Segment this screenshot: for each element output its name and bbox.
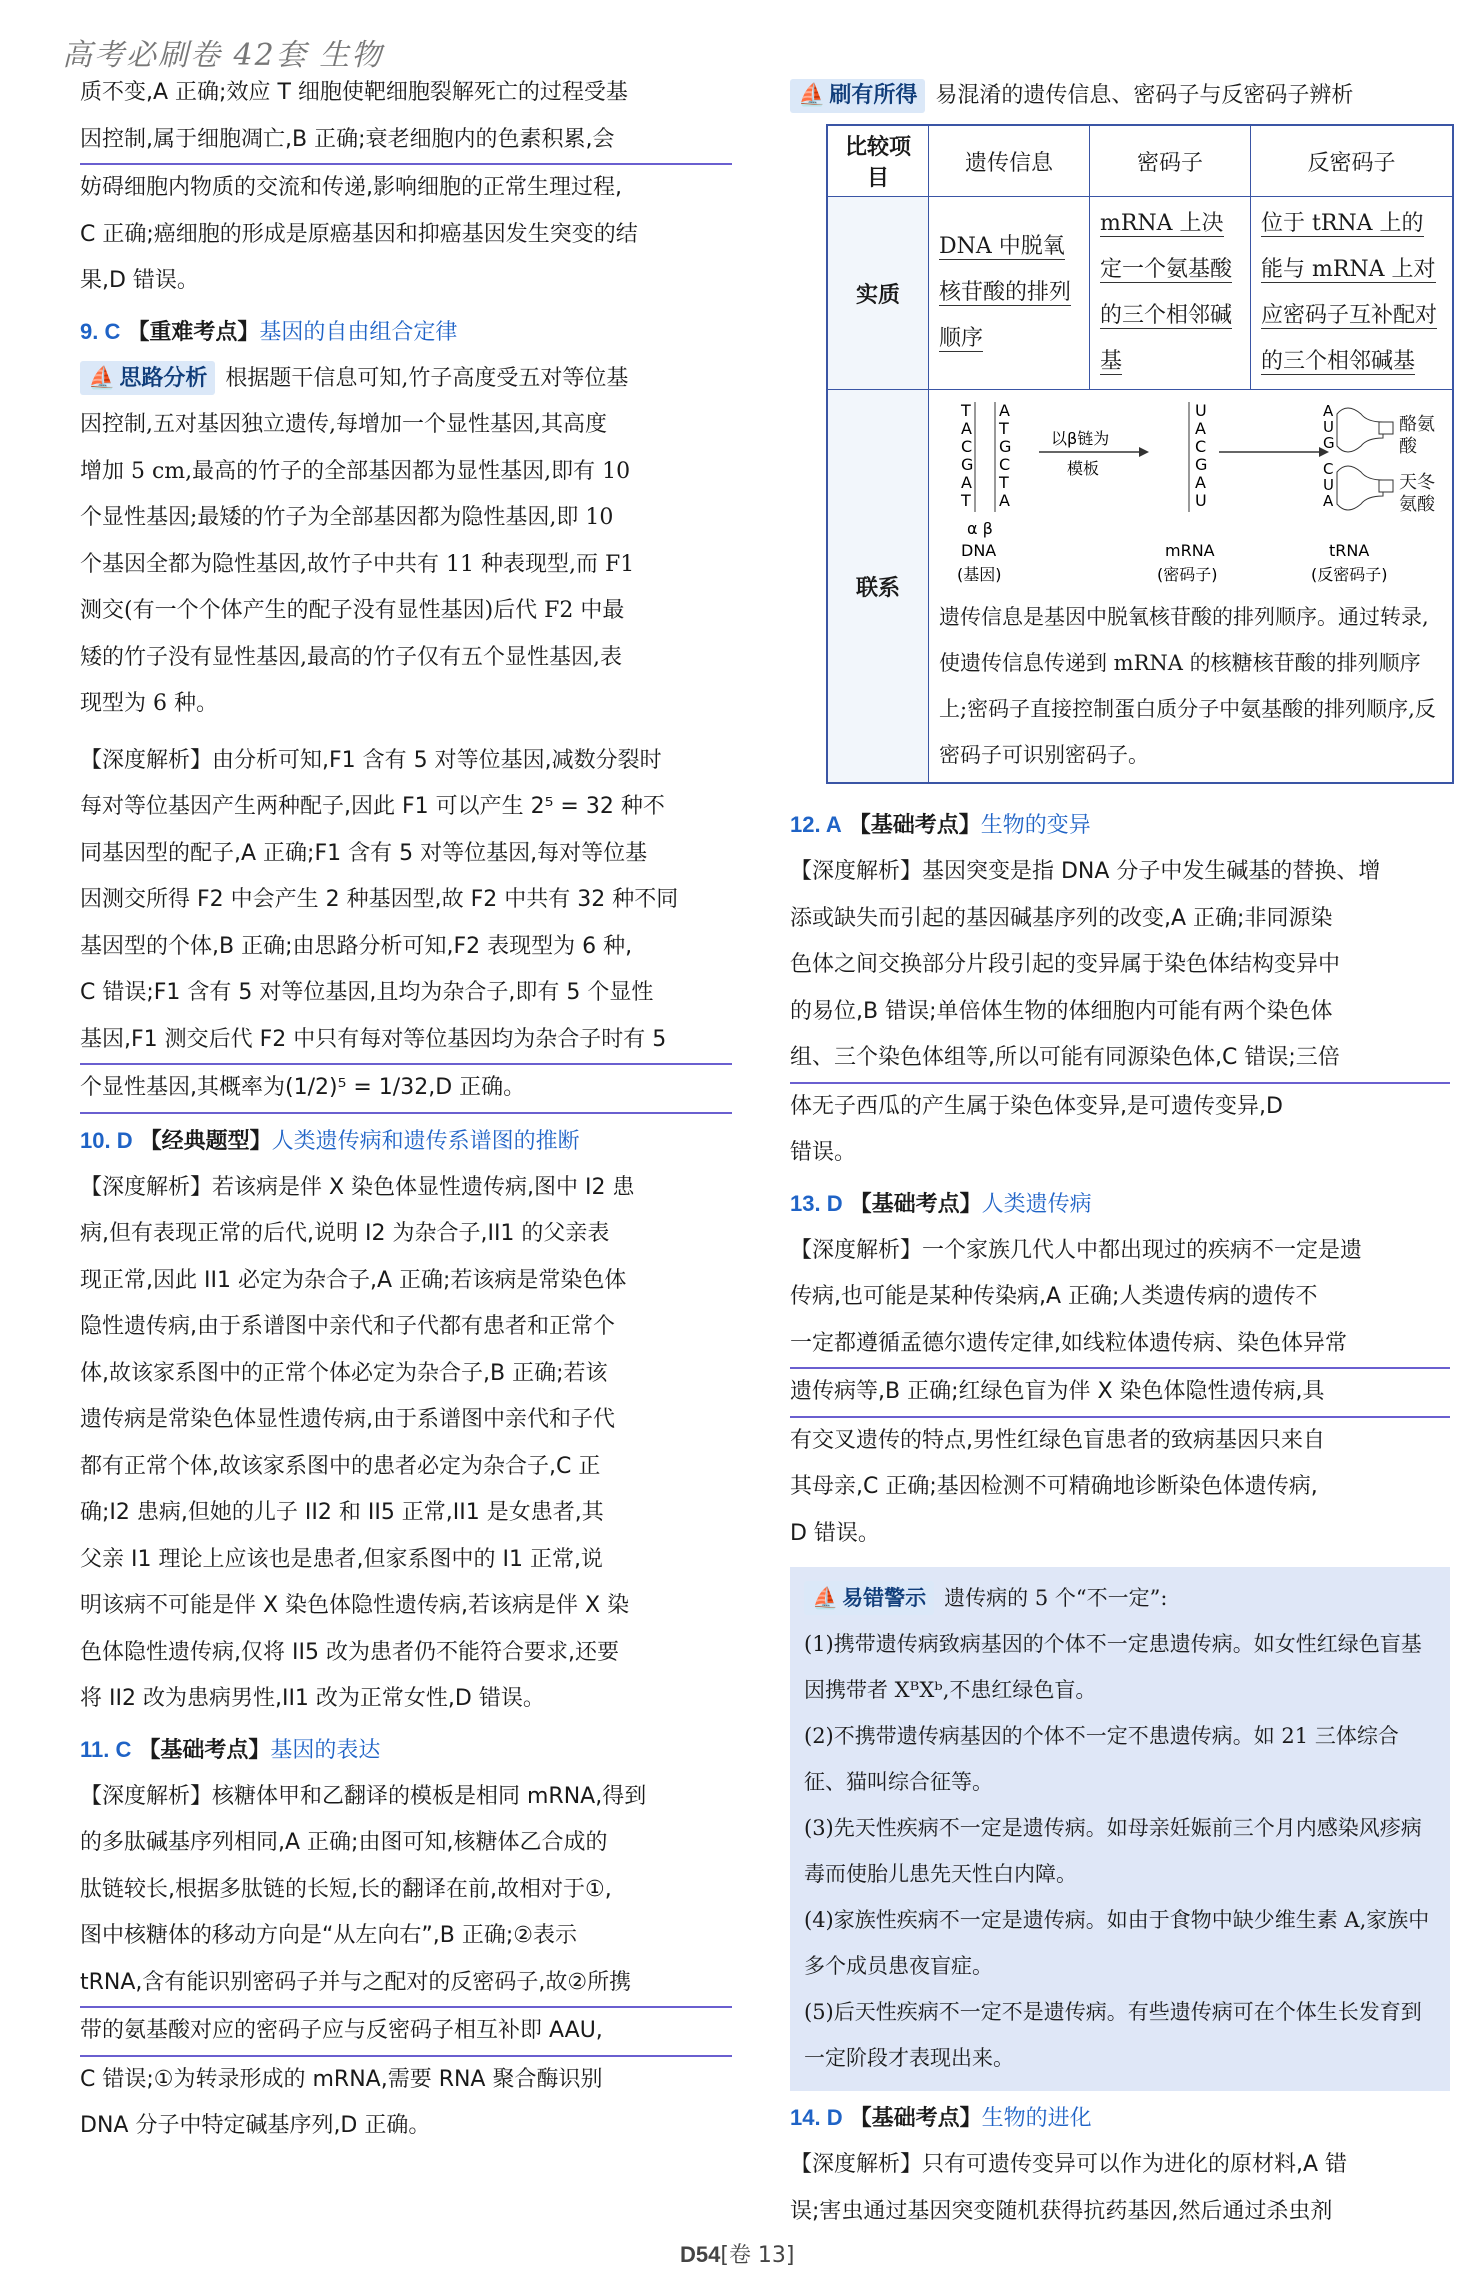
dna-sub-label: (基因): [957, 565, 1002, 584]
text-line: 父亲 I1 理论上应该也是患者,但家系图中的 I1 正常,说: [80, 1546, 603, 1572]
text-line: DNA 分子中特定碱基序列,D 正确。: [80, 2113, 431, 2138]
text-line: 隐性遗传病,由于系谱图中亲代和子代都有患者和正常个: [80, 1314, 615, 1339]
mrna-base: C: [1195, 437, 1207, 456]
text-line: 的多肽碱基序列相同,A 正确;由图可知,核糖体乙合成的: [80, 1830, 608, 1855]
text-line: 根据题干信息可知,竹子高度受五对等位基: [225, 365, 629, 391]
trna-2-base: U: [1323, 476, 1334, 494]
question-number: 9. C: [80, 318, 121, 344]
text-line: 将 II2 改为患病男性,II1 改为正常女性,D 错误。: [80, 1686, 545, 1711]
question-tag: 【经典题型】: [139, 1128, 272, 1154]
text-line: tRNA,含有能识别密码子并与之配对的反密码子,故②所携: [80, 1960, 732, 2009]
text-line: 体无子西瓜的产生属于染色体变异,是可遗传变异,D: [790, 1093, 1283, 1119]
mrna-sub-label: (密码子): [1157, 565, 1218, 584]
table-header: 密码子: [1090, 125, 1251, 197]
question-topic: 生物的进化: [981, 2106, 1092, 2131]
text-line: 添或缺失而引起的基因碱基序列的改变,A 正确;非同源染: [790, 905, 1333, 931]
text-line: 现型为 6 种。: [80, 691, 218, 716]
mrna-base: A: [1195, 419, 1206, 438]
dna-label: DNA: [961, 541, 997, 560]
warning-item: (1)携带遗传病致病基因的个体不一定患遗传病。如女性红绿色盲基因携带者 XᴮXᵇ,不患红绿色盲。: [804, 1632, 1422, 1702]
text-line: 每对等位基因产生两种配子,因此 F1 可以产生 2⁵ = 32 种不: [80, 794, 665, 819]
text-line: 【深度解析】核糖体甲和乙翻译的模板是相同 mRNA,得到: [80, 1783, 647, 1809]
question-header: [790, 1181, 1450, 1228]
question-number: 12. A: [790, 812, 842, 837]
text-line: 个显性基因;最矮的竹子为全部基因都为隐性基因,即 10: [80, 505, 614, 530]
aa-2-box: [1379, 480, 1393, 492]
question-header: [80, 1727, 732, 1774]
table-row: [827, 197, 1453, 390]
question-13: [790, 1181, 1450, 1558]
question-topic: 生物的变异: [980, 813, 1091, 838]
mrna-base: G: [1195, 455, 1208, 474]
text-line: 遗传病等,B 正确;红绿色盲为伴 X 染色体隐性遗传病,具: [790, 1369, 1450, 1418]
sail-icon: ⛵: [812, 1585, 839, 1610]
text-line: 色体隐性遗传病,仅将 II5 改为患者仍不能符合要求,还要: [80, 1639, 619, 1665]
text-line: 个显性基因,其概率为(1/2)⁵ = 1/32,D 正确。: [80, 1065, 732, 1114]
question-header: [790, 802, 1450, 849]
text-line: 肽链较长,根据多肽链的长短,长的翻译在前,故相对于①,: [80, 1876, 612, 1902]
text-line: 其母亲,C 正确;基因检测不可精确地诊断染色体遗传病,: [790, 1474, 1318, 1499]
text-line: 因测交所得 F2 中会产生 2 种基因型,故 F2 中共有 32 种不同: [80, 887, 679, 912]
row-label: 联系: [827, 390, 929, 784]
mrna-base: A: [1195, 473, 1206, 492]
beta-base: A: [999, 401, 1010, 420]
warning-title: 遗传病的 5 个“不一定”:: [944, 1586, 1168, 1610]
text-line: 因控制,属于细胞凋亡,B 正确;衰老细胞内的色素积累,会: [80, 117, 732, 166]
transcription-diagram: [939, 394, 1442, 594]
question-topic: 基因的表达: [270, 1737, 381, 1763]
text-line: 错误。: [790, 1140, 857, 1165]
question-topic: 人类遗传病和遗传系谱图的推断: [271, 1128, 580, 1154]
question-10: [80, 1118, 732, 1723]
arrow-label-1: 以β链为: [1051, 429, 1110, 448]
table-header: 比较项目: [827, 125, 929, 197]
aa-1-box: [1379, 422, 1393, 434]
text-line: 色体之间交换部分片段引起的变异属于染色体结构变异中: [790, 952, 1341, 977]
trna-sub-label: (反密码子): [1311, 565, 1388, 584]
text-line: 带的氨基酸对应的密码子应与反密码子相互补即 AAU,: [80, 2008, 732, 2057]
question-tag: 【基础考点】: [138, 1737, 271, 1763]
amino-acid-2: 天冬氨酸: [1399, 472, 1435, 515]
text-line: 基因型的个体,B 正确;由思路分析可知,F2 表现型为 6 种,: [80, 933, 633, 959]
text-line: C 错误;F1 含有 5 对等位基因,且均为杂合子,即有 5 个显性: [80, 980, 654, 1005]
text-line: 【深度解析】由分析可知,F1 含有 5 对等位基因,减数分裂时: [80, 747, 662, 773]
alpha-base: A: [961, 473, 972, 492]
warning-item: (4)家族性疾病不一定是遗传病。如由于食物中缺少维生素 A,家族中多个成员患夜盲症。: [804, 1908, 1430, 1978]
question-tag: 【基础考点】: [848, 813, 981, 838]
table-cell: 位于 tRNA 上的能与 mRNA 上对应密码子互补配对的三个相邻碱基: [1251, 197, 1454, 390]
right-column: [790, 70, 1450, 2235]
beta-base: C: [999, 455, 1011, 474]
question-header: [790, 2095, 1450, 2142]
text-line: 误;害虫通过基因突变随机获得抗药基因,然后通过杀虫剂: [790, 2198, 1333, 2224]
question-12: [790, 802, 1450, 1177]
section-label: ⛵ 刷有所得: [790, 79, 925, 113]
text-line: 有交叉遗传的特点,男性红绿色盲患者的致病基因只来自: [790, 1427, 1325, 1453]
table-cell: [929, 390, 1454, 784]
text-line: C 正确;癌细胞的形成是原癌基因和抑癌基因发生突变的结: [80, 221, 638, 247]
trna-2-shape: [1337, 466, 1383, 510]
analysis-block: [80, 356, 732, 728]
section-title: 易混淆的遗传信息、密码子与反密码子辨析: [935, 83, 1354, 108]
mrna-base: U: [1195, 491, 1207, 510]
text-line: 现正常,因此 II1 必定为杂合子,A 正确;若该病是常染色体: [80, 1267, 627, 1293]
table-section-title: [790, 74, 1450, 118]
trna-label: tRNA: [1329, 541, 1370, 560]
trna-1-shape: [1337, 408, 1383, 452]
text-line: 图中核糖体的移动方向是“从左向右”,B 正确;②表示: [80, 1923, 578, 1948]
question-header: [80, 309, 732, 356]
diagram-svg: [939, 394, 1439, 594]
text-line: 同基因型的配子,A 正确;F1 含有 5 对等位基因,每对等位基: [80, 840, 648, 866]
text-line: 的易位,B 错误;单倍体生物的体细胞内可能有两个染色体: [790, 998, 1333, 1024]
text-line: 【深度解析】只有可遗传变异可以作为进化的原材料,A 错: [790, 2152, 1348, 2177]
table-row: [827, 390, 1453, 784]
question-topic: 人类遗传病: [981, 1191, 1092, 1217]
row-label: 实质: [827, 197, 929, 390]
page-header: 高考必刷卷 42套 生物: [62, 38, 384, 73]
beta-base: A: [999, 491, 1010, 510]
text-line: D 错误。: [790, 1520, 880, 1546]
question-number: 10. D: [80, 1127, 133, 1153]
table-header-row: [827, 125, 1453, 197]
trna-1-base: U: [1323, 418, 1334, 436]
text-line: 质不变,A 正确;效应 T 细胞使靶细胞裂解死亡的过程受基: [80, 80, 628, 105]
text-line: 妨碍细胞内物质的交流和传递,影响细胞的正常生理过程,: [80, 175, 622, 200]
strand-label: α β: [967, 519, 993, 538]
warning-label: ⛵ 易错警示: [804, 1581, 934, 1615]
question-14: [790, 2095, 1450, 2235]
warning-box: [790, 1567, 1450, 2091]
page-number: D54: [680, 2242, 721, 2267]
beta-base: G: [999, 437, 1012, 456]
text-line: 组、三个染色体组等,所以可能有同源染色体,C 错误;三倍: [790, 1035, 1450, 1084]
beta-base: T: [999, 419, 1009, 438]
alpha-base: C: [961, 437, 973, 456]
arrow-head-1: [1139, 447, 1149, 457]
table-cell: DNA 中脱氧核苷酸的排列顺序: [929, 197, 1090, 390]
q8-tail: [80, 70, 732, 305]
text-line: 传病,也可能是某种传染病,A 正确;人类遗传病的遗传不: [790, 1284, 1318, 1309]
trna-2-base: A: [1323, 492, 1334, 510]
text-line: 都有正常个体,故该家系图中的患者必定为杂合子,C 正: [80, 1453, 601, 1479]
alpha-base: T: [961, 491, 971, 510]
question-header: [80, 1118, 732, 1165]
amino-acid-1: 酪氨酸: [1399, 414, 1435, 457]
alpha-base: T: [961, 401, 971, 420]
text-line: C 错误;①为转录形成的 mRNA,需要 RNA 聚合酶识别: [80, 2066, 603, 2092]
text-line: 因控制,五对基因独立遗传,每增加一个显性基因,其高度: [80, 412, 607, 437]
text-line: 测交(有一个个体产生的配子没有显性基因)后代 F2 中最: [80, 598, 625, 623]
text-line: 个基因全都为隐性基因,故竹子中共有 11 种表现型,而 F1: [80, 551, 635, 577]
text-line: 【深度解析】基因突变是指 DNA 分子中发生碱基的替换、增: [790, 859, 1381, 884]
mrna-base: U: [1195, 401, 1207, 420]
question-tag: 【基础考点】: [849, 2106, 982, 2131]
left-column: [80, 70, 732, 2150]
question-number: 13. D: [790, 1190, 843, 1216]
text-line: 一定都遵循孟德尔遗传定律,如线粒体遗传病、染色体异常: [790, 1321, 1450, 1370]
trna-1-base: A: [1323, 402, 1334, 420]
warning-item: (5)后天性疾病不一定不是遗传病。有些遗传病可在个体生长发育到一定阶段才表现出来。: [804, 2000, 1422, 2070]
text-line: 病,但有表现正常的后代,说明 I2 为杂合子,II1 的父亲表: [80, 1221, 610, 1246]
text-line: 【深度解析】若该病是伴 X 染色体显性遗传病,图中 I2 患: [80, 1174, 635, 1200]
table-cell: mRNA 上决定一个氨基酸的三个相邻碱基: [1090, 197, 1251, 390]
table-header: 遗传信息: [929, 125, 1090, 197]
comparison-table: [826, 124, 1454, 784]
relation-text: 遗传信息是基因中脱氧核苷酸的排列顺序。通过转录,使遗传信息传递到 mRNA 的核糖核苷酸的排列顺序上;密码子直接控制蛋白质分子中氨基酸的排列顺序,反密码子可识别密码子。: [939, 605, 1436, 767]
text-line: 明该病不可能是伴 X 染色体隐性遗传病,若该病是伴 X 染: [80, 1593, 630, 1618]
arrow-label-2: 模板: [1067, 459, 1100, 478]
text-line: 果,D 错误。: [80, 268, 199, 293]
table-header: 反密码子: [1251, 125, 1454, 197]
question-topic: 基因的自由组合定律: [259, 319, 458, 345]
question-number: 14. D: [790, 2105, 843, 2130]
text-line: 遗传病是常染色体显性遗传病,由于系谱图中亲代和子代: [80, 1407, 615, 1432]
beta-base: T: [999, 473, 1009, 492]
question-tag: 【基础考点】: [849, 1191, 982, 1217]
text-line: 【深度解析】一个家族几代人中都出现过的疾病不一定是遗: [790, 1237, 1363, 1263]
alpha-base: A: [961, 419, 972, 438]
trna-2-base: C: [1323, 460, 1334, 478]
text-line: 增加 5 cm,最高的竹子的全部基因都为显性基因,即有 10: [80, 458, 631, 484]
page-footer: [680, 2238, 795, 2269]
trna-1-base: G: [1323, 434, 1335, 452]
analysis-label: ⛵ 思路分析: [80, 361, 215, 395]
text-line: 确;I2 患病,但她的儿子 II2 和 II5 正常,II1 是女患者,其: [80, 1500, 604, 1525]
question-9: [80, 309, 732, 1114]
sail-icon: ⛵: [88, 364, 116, 391]
sail-icon: ⛵: [798, 83, 826, 108]
volume-label: [卷 13]: [720, 2243, 795, 2268]
text-line: 体,故该家系图中的正常个体必定为杂合子,B 正确;若该: [80, 1360, 608, 1386]
warning-item: (2)不携带遗传病基因的个体不一定不患遗传病。如 21 三体综合征、猫叫综合征等。: [804, 1724, 1399, 1794]
mrna-label: mRNA: [1165, 541, 1215, 560]
question-tag: 【重难考点】: [127, 319, 260, 345]
question-number: 11. C: [80, 1736, 132, 1762]
question-11: [80, 1727, 732, 2150]
warning-item: (3)先天性疾病不一定是遗传病。如母亲妊娠前三个月内感染风疹病毒而使胎儿患先天性白内障。: [804, 1816, 1422, 1886]
alpha-base: G: [961, 455, 974, 474]
text-line: 矮的竹子没有显性基因,最高的竹子仅有五个显性基因,表: [80, 644, 622, 670]
text-line: 基因,F1 测交后代 F2 中只有每对等位基因均为杂合子时有 5: [80, 1017, 732, 1066]
